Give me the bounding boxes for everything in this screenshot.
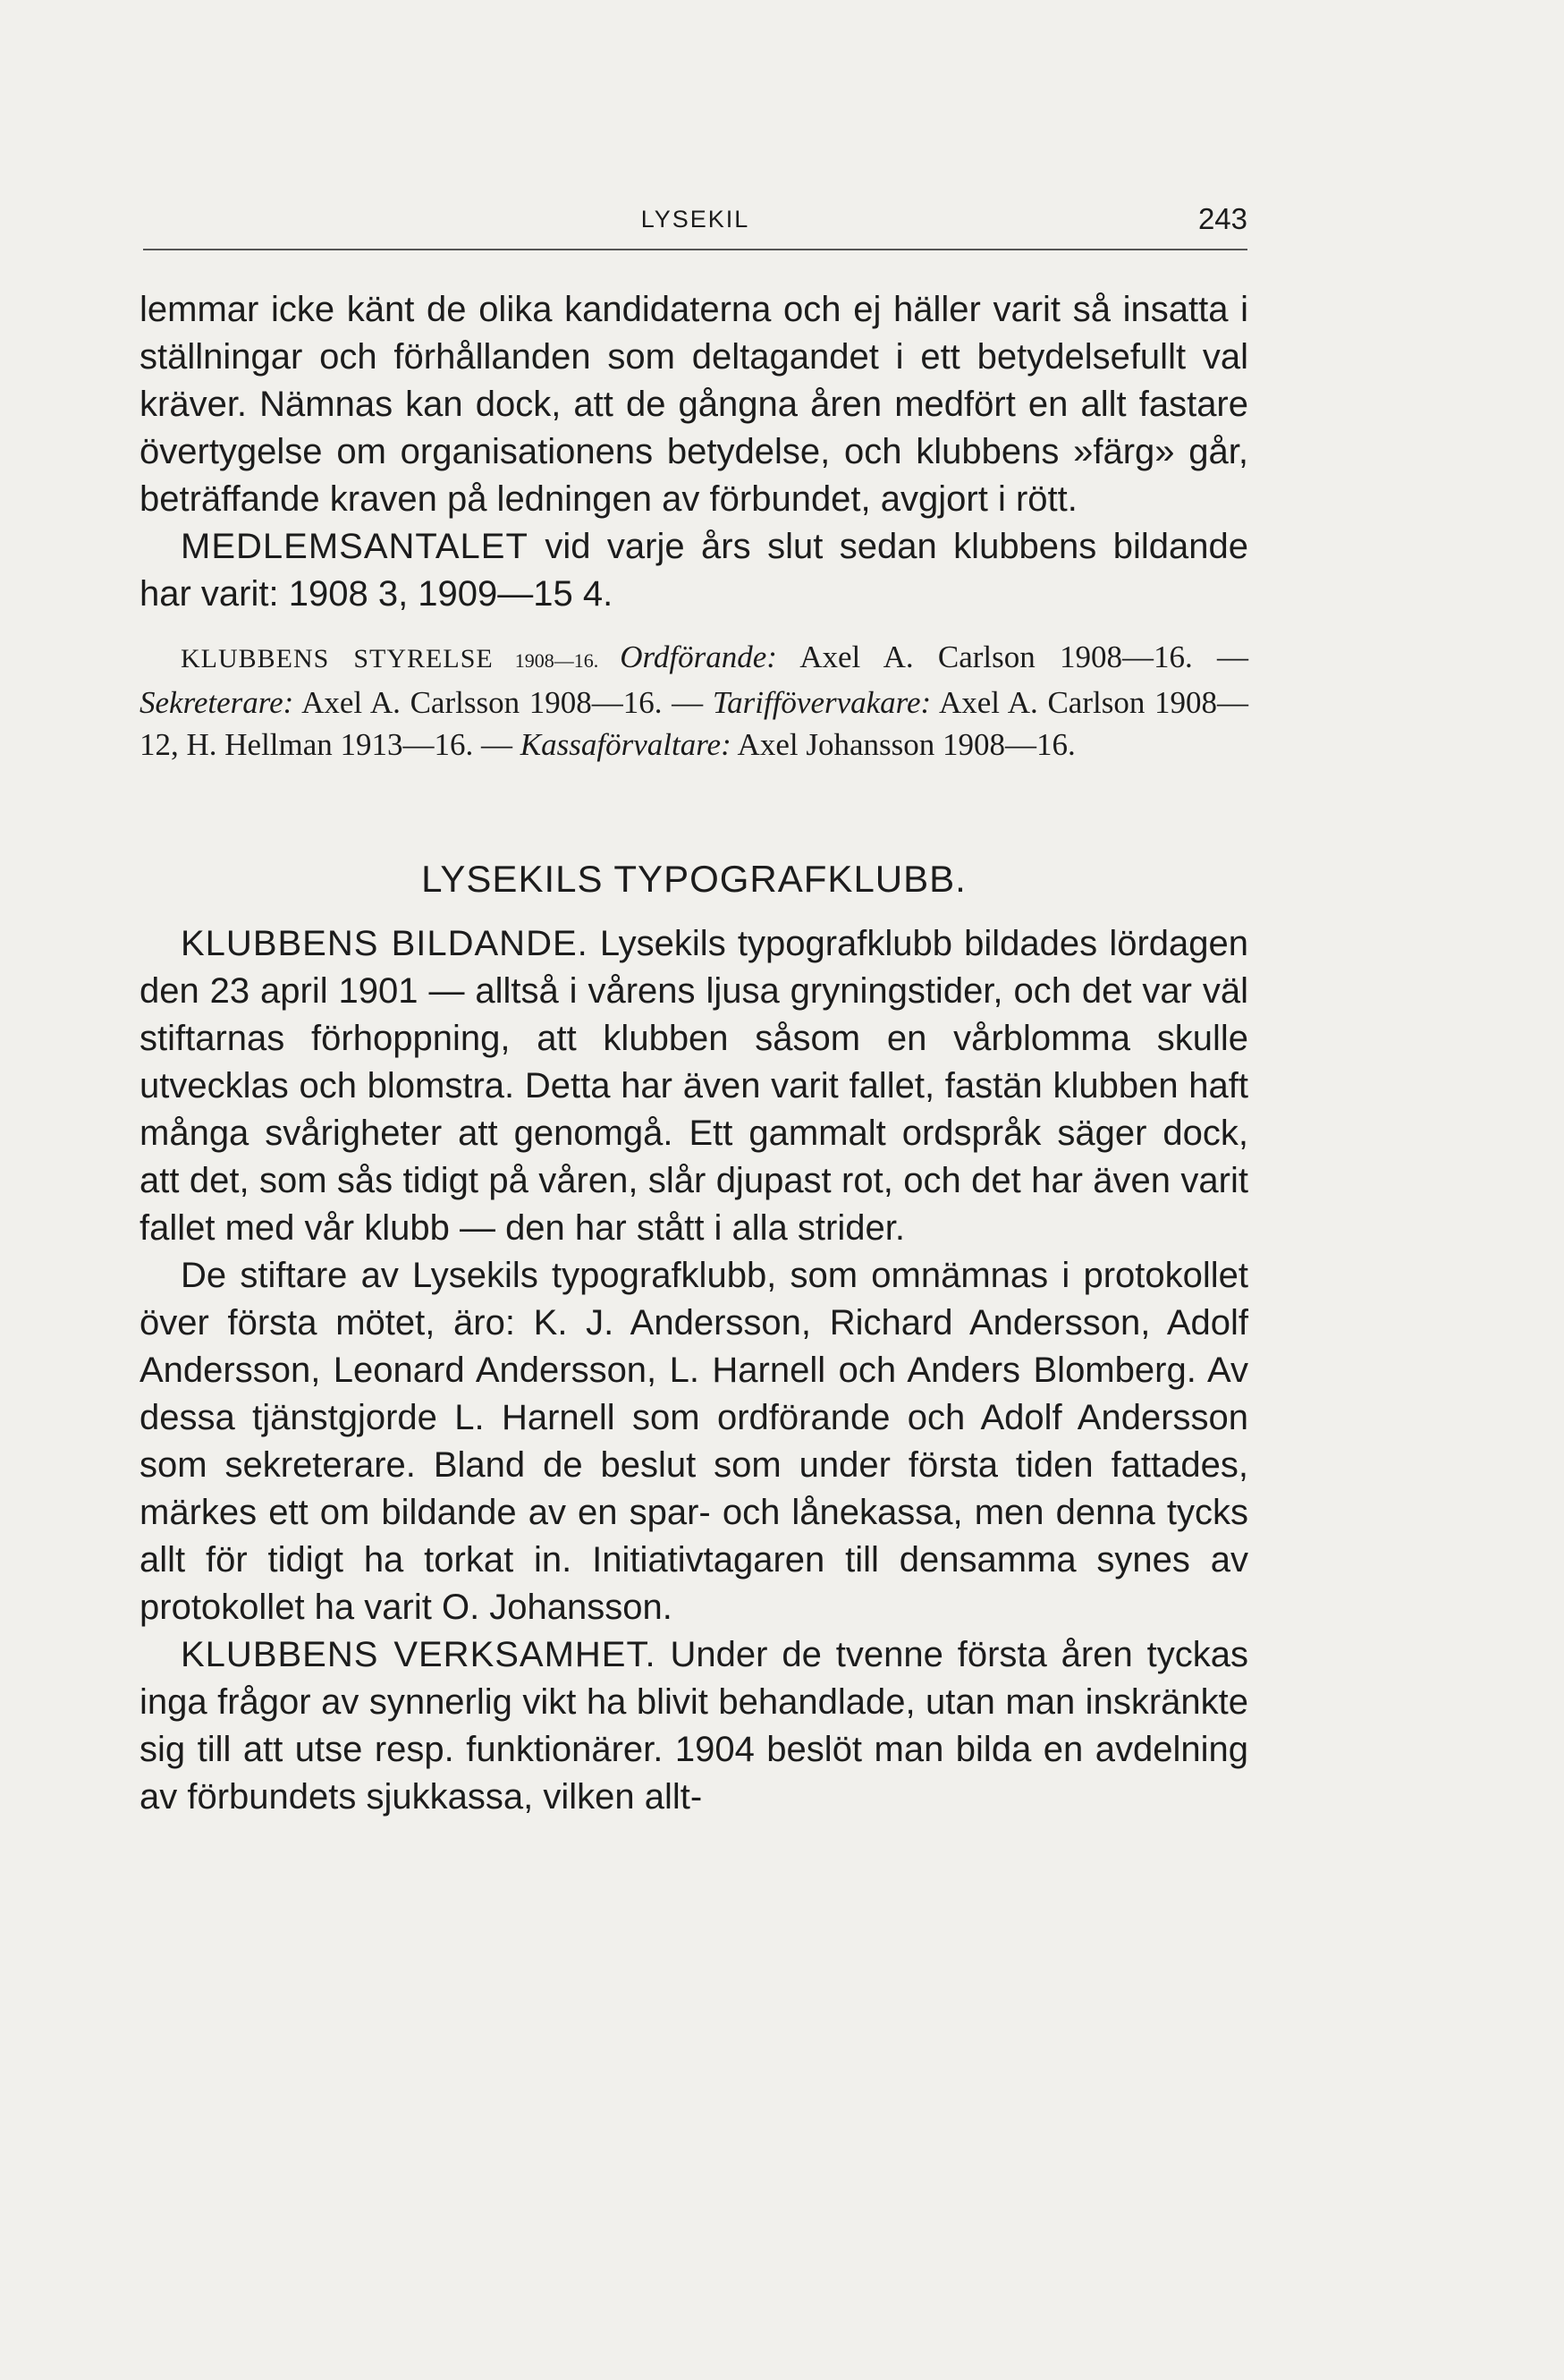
board-role-treasurer: Kassaförvaltare: <box>520 727 731 762</box>
activity-lead: KLUBBENS VERKSAMHET. <box>181 1635 656 1674</box>
board-name-chairman: Axel A. Carlson 1908—16. — <box>776 639 1249 674</box>
paragraph-activity <box>139 1631 1248 1821</box>
board-name-tariff: Axel A. Carlson 1908—12, H. Hellman 1913—16. — <box>139 685 1249 762</box>
page-header <box>143 199 1247 250</box>
membership-text: vid varje års slut sedan klubbens bildande har varit: 1908 3, 1909—15 4. <box>139 527 1248 614</box>
paragraph-continuation: lemmar icke känt de olika kandidaterna och ej häller varit så insatta i ställningar och förhållanden som deltagandet i ett betydelsefullt val kräver. Nämnas kan dock, att de gångna åren medfört en allt fastare övertygelse om organisationens betydelse, och klubbens »färg» går, beträffande kraven på ledningen av förbundet, avgjort i rött. <box>139 290 1248 519</box>
board-name-secretary: Axel A. Carlsson 1908—16. — <box>293 685 713 720</box>
membership-lead: MEDLEMSANTALET <box>181 527 528 566</box>
paragraph-founders: De stiftare av Lysekils typografklubb, som omnämnas i protokollet över första mötet, äro: K. J. Andersson, Richard Andersson, Adolf Andersson, Leonard Andersson, L. Harnell och Anders Blomberg. Av dessa tjänstgjorde L. Harnell som ordförande och Adolf Andersson som sekreterare. Bland de beslut som under första tiden fattades, märkes ett om bildande av en spar- och lånekassa, men denna tycks allt för tidigt ha torkat in. Initiativtagaren till densamma synes av protokollet ha varit O. Johansson. <box>139 1256 1248 1627</box>
board-years: 1908—16. <box>493 649 621 672</box>
board-name-treasurer: Axel Johansson 1908—16. <box>731 727 1076 762</box>
paragraph-board <box>139 636 1248 766</box>
board-lead: KLUBBENS STYRELSE <box>181 644 494 673</box>
board-role-chairman: Ordförande: <box>620 639 777 674</box>
page-number: 243 <box>1197 202 1247 235</box>
running-title: LYSEKIL <box>640 206 750 233</box>
founding-text: Lysekils typografklubb bildades lördagen den 23 april 1901 — alltså i vårens ljusa gryningstider, och det var väl stiftarnas förhoppning, att klubben såsom en vårblomma skulle utvecklas och blomstra. Detta har även varit fallet, fastän klubben haft många svårigheter att genomgå. Ett gammalt ordspråk säger dock, att det, som sås tidigt på våren, slår djupast rot, och det har även varit fallet med vår klubb — den har stått i alla strider. <box>139 924 1249 1248</box>
founding-lead: KLUBBENS BILDANDE. <box>181 924 588 963</box>
section-heading: LYSEKILS TYPOGRAFKLUBB. <box>421 858 967 900</box>
board-role-secretary: Sekreterare: <box>139 685 294 720</box>
board-role-tariff: Tariffövervakare: <box>712 685 932 720</box>
paragraph-founding <box>139 920 1248 1252</box>
page-body <box>139 286 1248 1821</box>
paragraph-membership <box>139 523 1248 618</box>
activity-text: Under de tvenne första åren tyckas inga frågor av synnerlig vikt ha blivit behandlade, utan man inskränkte sig till att utse resp. funktionärer. 1904 beslöt man bilda en avdelning av förbundets sjukkassa, vilken allt- <box>139 1635 1248 1817</box>
